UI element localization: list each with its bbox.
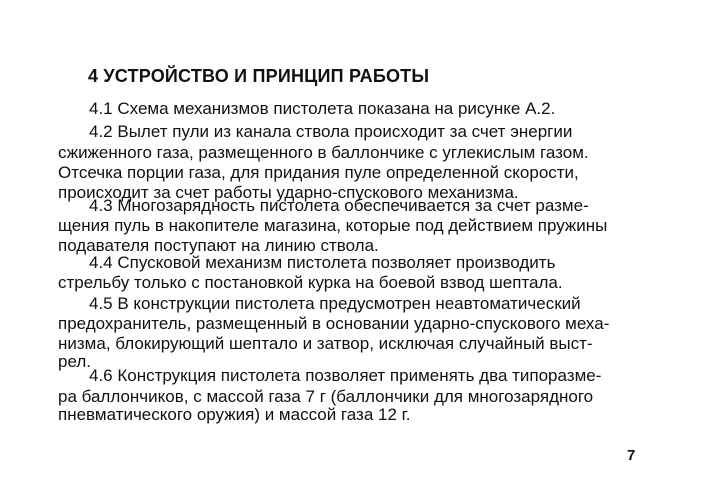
paragraph-4-3-line-2: щения пуль в накопителе магазина, которые под действием пружины xyxy=(58,216,608,235)
section-heading: 4 УСТРОЙСТВО И ПРИНЦИП РАБОТЫ xyxy=(88,66,430,86)
paragraph-4-1-line-1: 4.1 Схема механизмов пистолета показана на рисунке А.2. xyxy=(89,99,556,118)
paragraph-4-5-line-3: низма, блокирующий шептало и затвор, исключая случайный выст- xyxy=(58,334,593,353)
paragraph-4-6-line-2: ра баллончиков, с массой газа 7 г (баллончики для многозарядного xyxy=(58,387,594,406)
paragraph-4-5-line-4: рел. xyxy=(58,352,91,371)
paragraph-4-2-line-4: происходит за счет работы ударно-спускового механизма. xyxy=(58,183,519,202)
paragraph-4-2-line-3: Отсечка порции газа, для придания пуле определенной скорости, xyxy=(58,163,579,182)
paragraph-4-3-line-3: подавателя поступают на линию ствола. xyxy=(58,236,379,255)
paragraph-4-2-line-2: сжиженного газа, размещенного в баллончике с углекислым газом. xyxy=(58,143,589,162)
paragraph-4-4-line-1: 4.4 Спусковой механизм пистолета позволяет производить xyxy=(89,253,556,272)
paragraph-4-6-line-1: 4.6 Конструкция пистолета позволяет применять два типоразме- xyxy=(89,366,602,385)
paragraph-4-3-line-1: 4.3 Многозарядность пистолета обеспечивается за счет разме- xyxy=(89,196,589,215)
paragraph-4-5-line-2: предохранитель, размещенный в основании ударно-спускового меха- xyxy=(58,314,610,333)
page-number: 7 xyxy=(627,447,636,464)
paragraph-4-5-line-1: 4.5 В конструкции пистолета предусмотрен неавтоматический xyxy=(89,294,581,313)
paragraph-4-4-line-2: стрельбу только с постановкой курка на боевой взвод шептала. xyxy=(58,273,563,292)
paragraph-4-6-line-3: пневматического оружия) и массой газа 12 г. xyxy=(58,405,411,424)
paragraph-4-2-line-1: 4.2 Вылет пули из канала ствола происходит за счет энергии xyxy=(89,122,573,141)
